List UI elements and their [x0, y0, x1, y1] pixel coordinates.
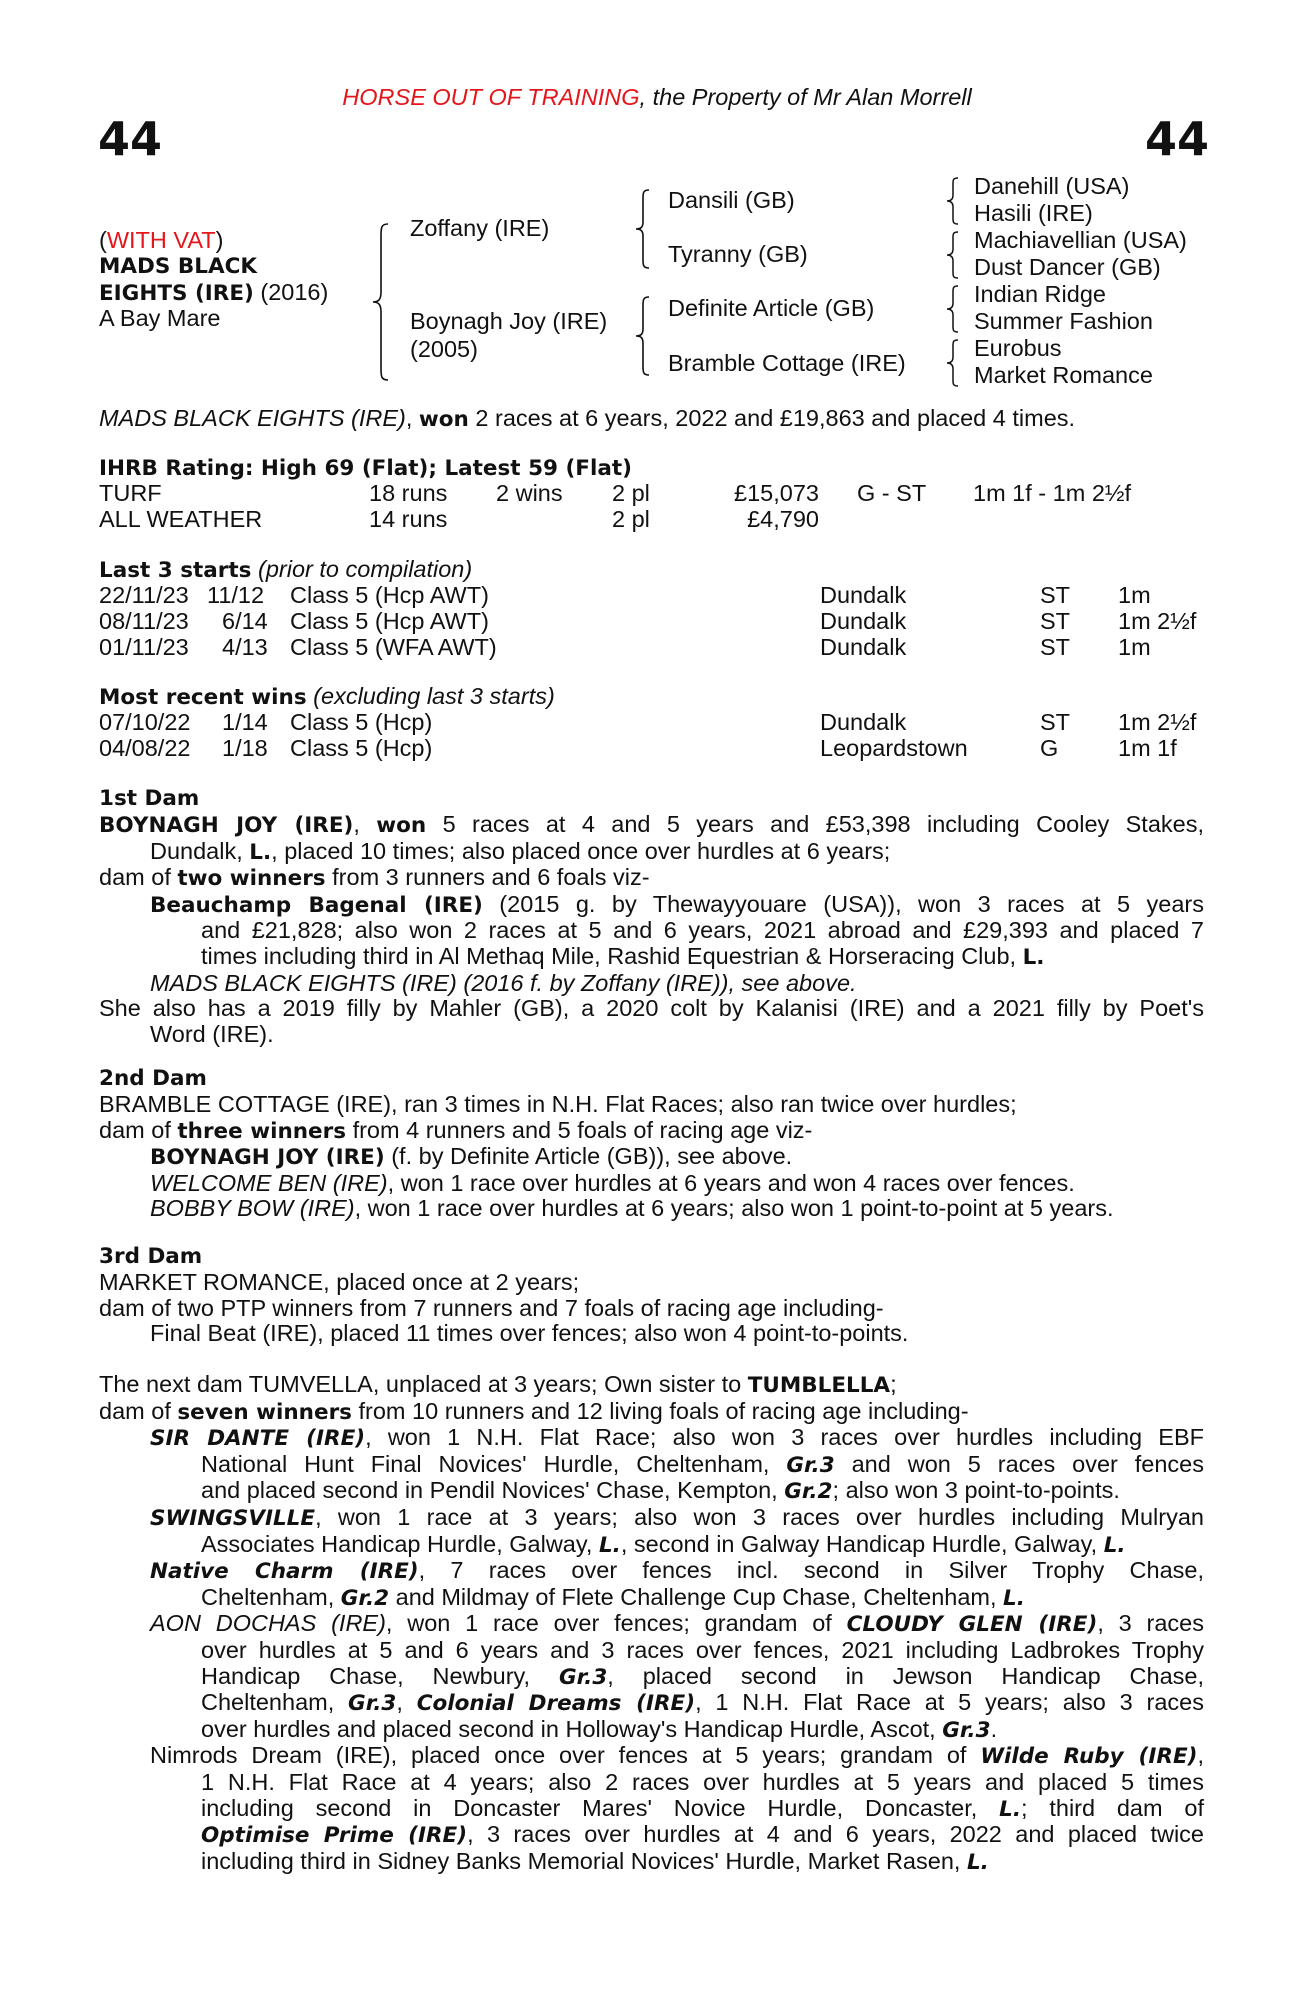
dam-year: (2005) [410, 336, 478, 362]
recent-class: Class 5 (Hcp) [290, 709, 433, 735]
rating-heading: IHRB Rating: High 69 (Flat); Latest 59 (Flat) [99, 456, 632, 481]
next-dam-text: , [1197, 1742, 1204, 1769]
dam3-line [99, 1270, 1204, 1296]
dam3-text: dam of two PTP winners from 7 runners and 7 foals of racing age including- [99, 1294, 884, 1321]
last3-pos: 6/14 [222, 608, 268, 634]
dam-dam: Bramble Cottage (IRE) [668, 350, 906, 376]
last3-class: Class 5 (WFA AWT) [290, 634, 497, 660]
next-dam-section [99, 1372, 1204, 1875]
next-dam-line [99, 1611, 1204, 1638]
next-dam-text: Cheltenham, [201, 1689, 349, 1716]
pedigree-brace-g4 [944, 338, 964, 388]
next-dam-line [99, 1664, 1204, 1691]
dam2-text: from 4 runners and 5 foals of racing age viz- [346, 1116, 813, 1143]
race-grade: Gr.3 [942, 1717, 991, 1743]
dam1-grade: L. [1022, 944, 1045, 970]
dam3-heading: 3rd Dam [99, 1244, 203, 1269]
race-grade: Gr.2 [340, 1585, 390, 1611]
ggp-2: Hasili (IRE) [974, 200, 1093, 226]
pedigree-brace-g1 [944, 176, 964, 226]
dam2-line [99, 1118, 1204, 1145]
race-grade: Gr.3 [786, 1452, 835, 1478]
next-dam-line [99, 1425, 1204, 1452]
next-dam-text: National Hunt Final Novices' Hurdle, Cheltenham, [201, 1450, 787, 1477]
dam3-section [99, 1270, 1204, 1347]
next-dam-text: , second in Galway Handicap Hurdle, Galway, [620, 1530, 1104, 1557]
vat-paren-close: ) [215, 227, 224, 253]
sire-sire: Dansili (GB) [668, 187, 795, 213]
dam1-name: BOYNAGH JOY (IRE) [99, 813, 354, 838]
next-dam-text: from 10 runners and 12 living foals of racing age including- [351, 1397, 969, 1424]
pedigree-brace-dam [634, 295, 654, 377]
next-dam-line [99, 1478, 1204, 1505]
ggp-4: Dust Dancer (GB) [974, 254, 1161, 280]
next-dam-text: including third in Sidney Banks Memorial Novices' Hurdle, Market Rasen, [201, 1847, 967, 1874]
dam2-line [99, 1171, 1204, 1197]
rating-aw-pl: 2 pl [612, 506, 650, 532]
dam2-winners: three winners [177, 1118, 347, 1144]
last3-course: Dundalk [820, 634, 907, 660]
rating-turf-wins: 2 wins [496, 480, 563, 506]
dam1-text: (2015 g. by Thewayyouare (USA)), won 3 races at 5 years [482, 890, 1204, 917]
next-dam-line [99, 1743, 1204, 1770]
next-dam-line [99, 1822, 1204, 1849]
progeny-name: CLOUDY GLEN (IRE) [846, 1612, 1098, 1638]
progeny-name: Beauchamp Bagenal (IRE) [150, 892, 483, 918]
last3-date: 08/11/23 [99, 608, 189, 634]
next-dam-line [99, 1399, 1204, 1426]
last3-pos: 11/12 [207, 582, 265, 608]
last3-note: (prior to compilation) [251, 556, 473, 582]
dam1-line [99, 865, 1204, 892]
ggp-6: Summer Fashion [974, 308, 1153, 334]
dam1-section [99, 812, 1204, 1047]
dam2-heading: 2nd Dam [99, 1066, 207, 1091]
rating-turf-dist: 1m 1f - 1m 2½f [973, 480, 1132, 506]
next-dam-line [99, 1770, 1204, 1796]
sire-name: Zoffany (IRE) [410, 215, 550, 241]
dam1-line [99, 944, 1204, 971]
progeny-name: SWINGSVILLE [150, 1505, 316, 1531]
race-summary [99, 406, 1075, 433]
summary-horse-name: MADS BLACK EIGHTS (IRE) [99, 405, 406, 431]
next-dam-text: , 7 races over fences incl. second in Silver Trophy Chase, [418, 1557, 1204, 1584]
next-dam-text: dam of [99, 1397, 178, 1424]
next-dam-text: and placed second in Pendil Novices' Chase, Kempton, [201, 1477, 785, 1504]
recent-going: G [1040, 735, 1059, 761]
ggp-8: Market Romance [974, 362, 1153, 388]
lot-banner [0, 85, 1314, 111]
recent-class: Class 5 (Hcp) [290, 735, 433, 761]
next-dam-line [99, 1796, 1204, 1823]
progeny-name: Wilde Ruby (IRE) [980, 1744, 1198, 1770]
dam1-sep: , [353, 811, 377, 837]
recent-pos: 1/18 [222, 735, 268, 761]
dam2-text: , won 1 race over hurdles at 6 years and won 4 races over fences. [387, 1169, 1075, 1196]
dam2-text: dam of [99, 1116, 178, 1143]
next-dam-text: , 1 N.H. Flat Race at 5 years; also 3 races [695, 1689, 1204, 1716]
progeny-name: AON DOCHAS (IRE) [150, 1610, 386, 1637]
dam1-line [99, 892, 1204, 919]
dam2-line [99, 1092, 1204, 1118]
dam3-line [99, 1321, 1204, 1347]
dam2-text: BRAMBLE COTTAGE (IRE), ran 3 times in N.H. Flat Races; also ran twice over hurdles; [99, 1091, 1017, 1117]
dam1-grade: L. [249, 839, 272, 865]
vat-label: WITH VAT [106, 227, 216, 253]
recent-course: Leopardstown [820, 735, 968, 761]
lot-number-left: 44 [98, 112, 163, 166]
next-dam-text: , won 1 race at 3 years; also won 3 races over hurdles including Mulryan [315, 1503, 1204, 1530]
rating-aw-surface: ALL WEATHER [99, 506, 263, 532]
dam1-line [99, 971, 1204, 997]
next-dam-text: , 3 races [1097, 1610, 1204, 1637]
dam1-winners: two winners [177, 866, 326, 892]
race-grade: Gr.3 [558, 1664, 608, 1690]
race-grade: L. [1003, 1585, 1025, 1611]
horse-name: EIGHTS (IRE) [99, 281, 254, 306]
ggp-1: Danehill (USA) [974, 173, 1130, 199]
ggp-5: Indian Ridge [974, 281, 1106, 307]
dam2-line [99, 1196, 1204, 1222]
rating-turf-runs: 18 runs [369, 480, 448, 506]
recent-wins-title: Most recent wins [99, 685, 307, 710]
next-dam-line [99, 1532, 1204, 1559]
dam3-line [99, 1296, 1204, 1322]
next-dam-line [99, 1558, 1204, 1585]
next-dam-text: The next dam TUMVELLA, unplaced at 3 years; Own sister to [99, 1371, 748, 1397]
dam3-text: MARKET ROMANCE, placed once at 2 years; [99, 1269, 580, 1295]
next-dam-line [99, 1638, 1204, 1664]
sire-dam: Tyranny (GB) [668, 241, 808, 267]
last3-going: ST [1040, 634, 1071, 660]
dam1-text: MADS BLACK EIGHTS (IRE) (2016 f. by Zoffany (IRE)), see above. [150, 969, 857, 996]
last3-dist: 1m [1118, 634, 1151, 660]
next-dam-text: Cheltenham, [201, 1583, 341, 1610]
recent-wins-note: (excluding last 3 starts) [306, 683, 555, 709]
ggp-7: Eurobus [974, 335, 1062, 361]
dam2-text: (f. by Definite Article (GB)), see above. [384, 1143, 793, 1170]
summary-rest: 2 races at 6 years, 2022 and £19,863 and placed 4 times. [468, 405, 1076, 431]
last3-class: Class 5 (Hcp AWT) [290, 608, 489, 634]
progeny-name: Colonial Dreams (IRE) [416, 1691, 696, 1717]
dam1-text: from 3 runners and 6 foals viz- [325, 864, 650, 891]
rating-aw-prize: £4,790 [747, 506, 819, 532]
race-grade: L. [999, 1796, 1021, 1822]
next-dam-text: ; third dam of [1021, 1794, 1204, 1821]
dam2-text: , won 1 race over hurdles at 6 years; also won 1 point-to-point at 5 years. [354, 1195, 1114, 1222]
last3-dist: 1m 2½f [1118, 608, 1197, 634]
last3-title: Last 3 starts [99, 558, 252, 583]
recent-dist: 1m 1f [1118, 735, 1177, 761]
race-grade: L. [1103, 1532, 1126, 1558]
ggp-3: Machiavellian (USA) [974, 227, 1187, 253]
next-dam-line [99, 1372, 1204, 1399]
dam1-line [99, 1022, 1204, 1048]
next-dam-text: Associates Handicap Hurdle, Galway, [201, 1530, 599, 1557]
next-dam-line [99, 1690, 1204, 1717]
recent-going: ST [1040, 709, 1071, 735]
last3-course: Dundalk [820, 582, 907, 608]
progeny-name: BOYNAGH JOY (IRE) [150, 1145, 385, 1171]
next-dam-line [99, 1585, 1204, 1612]
race-grade: L. [966, 1849, 989, 1875]
next-dam-line [99, 1849, 1204, 1876]
last3-class: Class 5 (Hcp AWT) [290, 582, 489, 608]
vat-note [99, 228, 223, 254]
next-dam-text: Handicap Chase, Newbury, [201, 1662, 559, 1689]
next-dam-text: , [396, 1689, 417, 1716]
recent-date: 04/08/22 [99, 735, 191, 761]
next-dam-line [99, 1452, 1204, 1479]
dam1-won: won [376, 813, 427, 838]
next-dam-text: , 3 races over hurdles at 4 and 6 years, 2022 and placed twice [467, 1821, 1204, 1848]
dam1-text: She also has a 2019 filly by Mahler (GB), a 2020 colt by Kalanisi (IRE) and a 2021 filly by Poet's [99, 995, 1204, 1022]
dam1-line [99, 918, 1204, 944]
recent-date: 07/10/22 [99, 709, 191, 735]
summary-won: won [418, 407, 469, 432]
last3-pos: 4/13 [222, 634, 268, 660]
last3-dist: 1m [1118, 582, 1151, 608]
dam1-line [99, 839, 1204, 866]
next-dam-text: Nimrods Dream (IRE), placed once over fences at 5 years; grandam of [150, 1742, 981, 1769]
next-dam-text: , won 1 race over fences; grandam of [385, 1610, 847, 1637]
recent-wins-heading [99, 684, 555, 711]
rating-turf-going: G - ST [857, 480, 927, 506]
vat-paren-open: ( [99, 227, 107, 253]
dam3-text: Final Beat (IRE), placed 11 times over fences; also won 4 point-to-points. [150, 1320, 909, 1347]
next-dam-text: ; also won 3 point-to-points. [832, 1477, 1120, 1504]
race-grade: Gr.2 [784, 1479, 833, 1505]
dam1-text: dam of [99, 864, 178, 891]
pedigree-brace-sire [634, 188, 654, 270]
next-dam-text: including second in Doncaster Mares' Novice Hurdle, Doncaster, [201, 1794, 1000, 1821]
horse-name-line1: MADS BLACK [99, 254, 258, 279]
next-dam-text: , placed second in Jewson Handicap Chase, [607, 1662, 1204, 1689]
lot-number-right: 44 [1144, 112, 1209, 166]
last3-heading [99, 557, 472, 584]
next-dam-sister: TUMBLELLA [747, 1373, 891, 1398]
next-dam-winners: seven winners [177, 1399, 352, 1425]
pedigree-brace-g2 [944, 230, 964, 280]
banner-owner: , the Property of Mr Alan Morrell [639, 84, 972, 110]
last3-going: ST [1040, 582, 1071, 608]
next-dam-text: 1 N.H. Flat Race at 4 years; also 2 races over hurdles at 5 years and placed 5 times [201, 1768, 1204, 1795]
next-dam-text: and won 5 races over fences [834, 1450, 1204, 1477]
race-grade: L. [598, 1532, 621, 1558]
pedigree-brace-g3 [944, 284, 964, 334]
dam1-text: and £21,828; also won 2 races at 5 and 6 years, 2021 abroad and £29,393 and placed 7 [201, 917, 1204, 944]
next-dam-text: . [990, 1715, 998, 1742]
dam1-text: Word (IRE). [150, 1020, 274, 1047]
dam-name: Boynagh Joy (IRE) [410, 308, 608, 334]
horse-description: A Bay Mare [99, 305, 221, 331]
dam1-heading: 1st Dam [99, 786, 200, 811]
dam2-section [99, 1092, 1204, 1222]
next-dam-line [99, 1717, 1204, 1744]
next-dam-text: ; [890, 1371, 897, 1397]
progeny-name: SIR DANTE (IRE) [150, 1426, 366, 1452]
dam1-line [99, 996, 1204, 1022]
next-dam-text: , won 1 N.H. Flat Race; also won 3 races over hurdles including EBF [365, 1424, 1204, 1451]
banner-status: HORSE OUT OF TRAINING [342, 84, 640, 110]
dam1-text: times including third in Al Methaq Mile, Rashid Equestrian & Horseracing Club, [201, 942, 1023, 969]
rating-turf-pl: 2 pl [612, 480, 650, 506]
progeny-name: Optimise Prime (IRE) [201, 1823, 468, 1849]
dam1-text: 5 races at 4 and 5 years and £53,398 including Cooley Stakes, [426, 811, 1205, 837]
horse-year: (2016) [253, 279, 329, 305]
progeny-name: Native Charm (IRE) [150, 1559, 419, 1585]
dam2-line [99, 1144, 1204, 1171]
last3-date: 22/11/23 [99, 582, 189, 608]
rating-aw-runs: 14 runs [369, 506, 448, 532]
recent-dist: 1m 2½f [1118, 709, 1197, 735]
dam1-text: Dundalk, [150, 837, 250, 864]
summary-sep: , [405, 405, 419, 431]
horse-name-line2 [99, 280, 328, 307]
dam-sire: Definite Article (GB) [668, 295, 875, 321]
dam1-text: , placed 10 times; also placed once over hurdles at 6 years; [271, 837, 891, 864]
next-dam-text: over hurdles at 5 and 6 years and 3 races over fences, 2021 including Ladbrokes Trophy [201, 1636, 1204, 1663]
recent-pos: 1/14 [222, 709, 268, 735]
rating-turf-prize: £15,073 [734, 480, 819, 506]
pedigree-brace-main [370, 222, 394, 382]
next-dam-text: and Mildmay of Flete Challenge Cup Chase, Cheltenham, [389, 1583, 1004, 1610]
last3-date: 01/11/23 [99, 634, 189, 660]
progeny-name: WELCOME BEN (IRE) [150, 1169, 388, 1196]
next-dam-text: over hurdles and placed second in Holloway's Handicap Hurdle, Ascot, [201, 1715, 943, 1742]
rating-turf-surface: TURF [99, 480, 162, 506]
race-grade: Gr.3 [348, 1691, 397, 1717]
last3-going: ST [1040, 608, 1071, 634]
next-dam-line [99, 1505, 1204, 1532]
recent-course: Dundalk [820, 709, 907, 735]
last3-course: Dundalk [820, 608, 907, 634]
dam1-line [99, 812, 1204, 839]
progeny-name: BOBBY BOW (IRE) [150, 1195, 355, 1222]
